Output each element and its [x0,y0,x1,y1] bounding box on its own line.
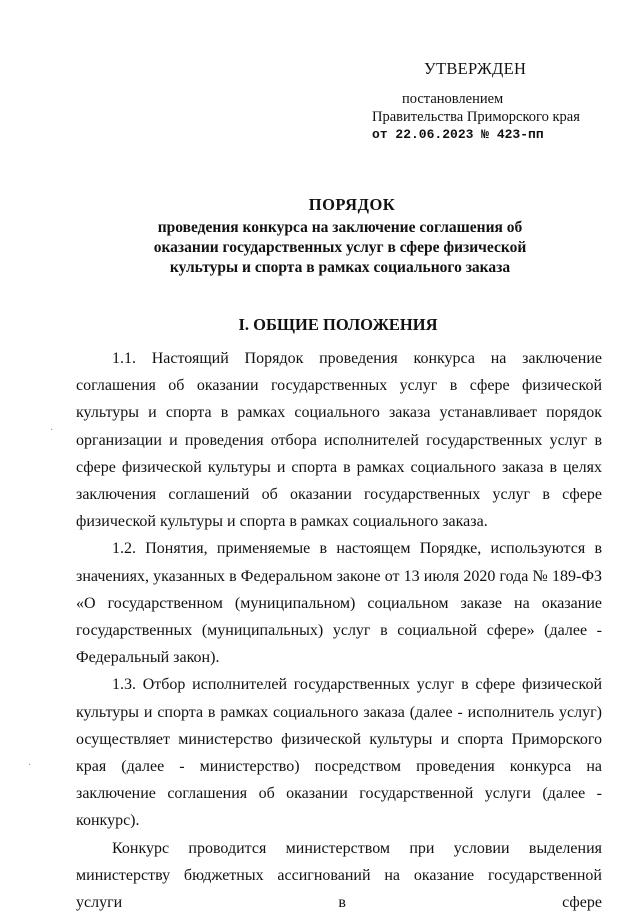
approval-government: Правительства Приморского края [372,109,580,125]
document-title: ПОРЯДОК [308,195,396,214]
document-body [76,345,602,916]
approval-date-number: от 22.06.2023 № 423-пп [372,127,544,142]
paragraph-1-1: 1.1. Настоящий Порядок проведения конкурса на заключение соглашения об оказании государственных услуг в сфере физической культуры и спорта в рамках социального заказа устанавливает порядок организации и проведения отбора исполнителей государственных услуг в сфере физической культуры и спорта в рамках социального заказа в целях заключения соглашений об оказании государственных услуг в сфере физической культуры и спорта в рамках социального заказа. [76,350,602,531]
scan-speck: · [50,425,54,436]
approval-title: УТВЕРЖДЕН [424,59,527,78]
paragraph-contest: Конкурс проводится министерством при условии выделения министерству бюджетных ассигнований на оказание государственной услуги в сфере [76,839,602,912]
paragraph-1-2: 1.2. Понятия, применяемые в настоящем Порядке, используются в значениях, указанных в Федеральном законе от 13 июля 2020 года № 189-ФЗ «О государственном (муниципальном) социальном заказе на оказание государственных (муниципальных) услуг в социальной сфере» (далее - Федеральный закон). [76,540,602,667]
scan-speck: · [28,760,32,771]
approval-stamp [372,60,612,144]
paragraph-1-3: 1.3. Отбор исполнителей государственных услуг в сфере физической культуры и спорта в рамках социального заказа (далее - исполнитель услуг) осуществляет министерство физической культуры и спорта Приморского края (далее - министерство) посредством проведения конкурса на заключение соглашения об оказании государственной услуги (далее - конкурс). [76,676,602,830]
approval-decree: постановлением [402,91,504,107]
document-subtitle: проведения конкурса на заключение соглашения об оказании государственных услуг в сфере физической культуры и спорта в рамках социального заказа [153,219,527,276]
section-heading: I. ОБЩИЕ ПОЛОЖЕНИЯ [238,315,438,334]
